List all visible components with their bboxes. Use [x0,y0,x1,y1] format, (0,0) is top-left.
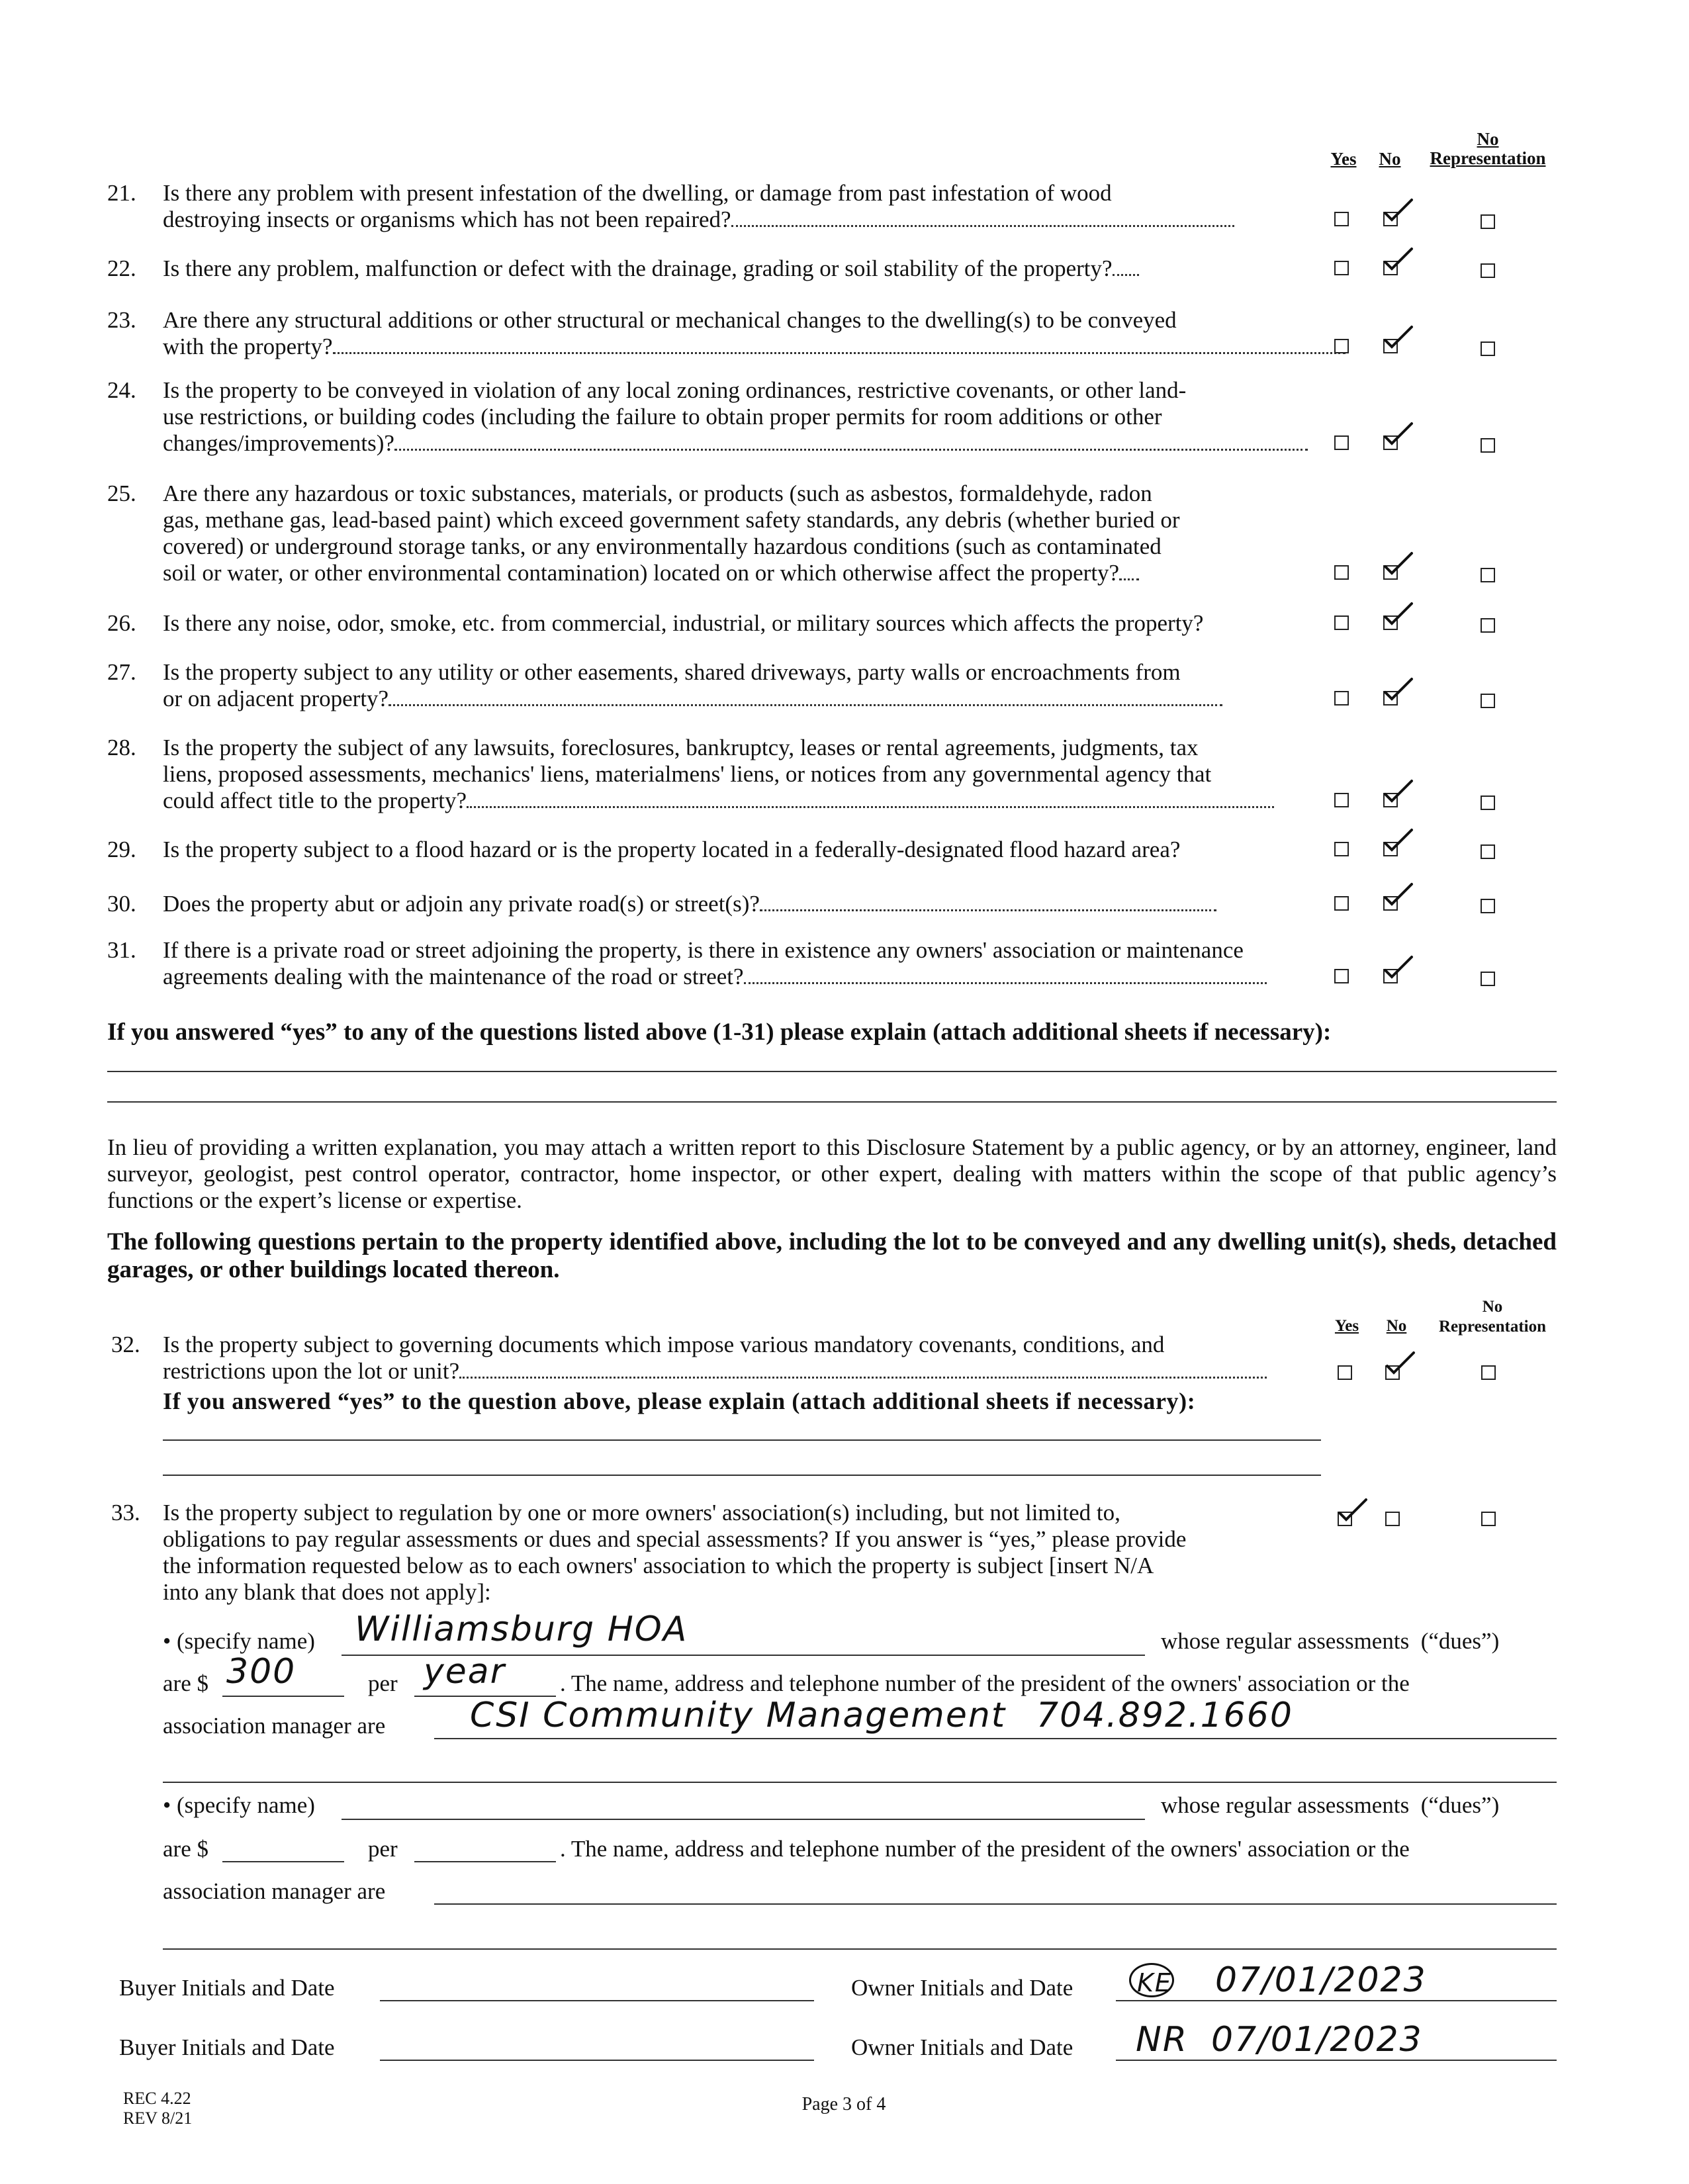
q29-yes-checkbox[interactable] [1334,842,1349,856]
header-no-representation: No Representation [1430,129,1546,168]
question-28 [107,735,1332,814]
following-heading: The following questions pertain to the property identified above, including the lot to be conveyed and any dwelling unit(s), sheds, detached garages, or other buildings located thereon. [107,1228,1557,1283]
q32-no-check-mark-icon [1385,1350,1416,1377]
question-number: 24. [107,377,136,403]
question-number: 27. [107,659,136,685]
assoc1-manager-label: association manager are [163,1713,386,1739]
q30-check-mark-icon [1383,882,1414,908]
question-text-line-2: destroying insects or organisms which has not been repaired? [163,206,1234,233]
q29-norep-checkbox[interactable] [1481,844,1495,859]
question-text-line-2: obligations to pay regular assessments or dues and special assessments? If you answer is “yes,” please provide [163,1526,1187,1552]
assoc2-extra-line[interactable] [163,1948,1557,1950]
question-26 [107,610,1332,637]
assoc2-per-label: per [368,1836,398,1862]
question-number: 21. [107,180,136,206]
q23-yes-checkbox[interactable] [1334,339,1349,353]
assoc1-per-label: per [368,1670,398,1696]
assoc1-are-label: are $ [163,1670,208,1696]
question-24 [107,377,1332,457]
question-number: 23. [107,307,136,333]
assoc2-manager-label: association manager are [163,1878,386,1904]
footer-rec: REC 4.22 [123,2089,191,2108]
question-text-line-1: Is there any noise, odor, smoke, etc. from commercial, industrial, or military sources which affects the property? [163,610,1204,636]
question-number: 31. [107,937,136,963]
explain-heading: If you answered “yes” to any of the questions listed above (1-31) please explain (attach additional sheets if necessary): [107,1019,1332,1046]
question-text-line-1: Does the property abut or adjoin any private road(s) or street(s)? [163,891,1216,917]
question-32 [111,1332,1322,1385]
q28-norep-checkbox[interactable] [1481,796,1495,810]
q24-norep-checkbox[interactable] [1481,438,1495,453]
q27-yes-checkbox[interactable] [1334,691,1349,705]
q32-explain-heading: If you answered “yes” to the question above, please explain (attach additional sheets if necessary): [163,1388,1196,1414]
footer-page-number: Page 3 of 4 [801,2094,886,2115]
question-text-line-3: covered) or underground storage tanks, or any environmentally hazardous conditions (such as contaminated [163,533,1162,559]
header-yes: Yes [1330,149,1357,169]
assoc2-name-address-text: . The name, address and telephone number of the president of the owners' association or the [560,1836,1410,1862]
owner2-initials-handwritten: NR [1136,2020,1189,2060]
q31-check-mark-icon [1383,954,1414,981]
q32-explain-line-2[interactable] [163,1475,1321,1476]
q24-check-mark-icon [1383,421,1414,447]
question-text-line-1: Is the property subject to regulation by one or more owners' association(s) including, but not limited to, [163,1500,1120,1525]
q32-yes-checkbox[interactable] [1338,1365,1352,1380]
header-no-2: No [1386,1317,1407,1335]
question-text-line-3: could affect title to the property? [163,788,1274,814]
explain-line-1[interactable] [107,1071,1557,1072]
assoc1-amount-handwritten: 300 [226,1652,297,1692]
assoc2-specify-label: • (specify name) [163,1792,315,1818]
assoc2-amount-line[interactable] [222,1861,344,1862]
question-number: 33. [111,1500,140,1525]
assoc2-name-line[interactable] [342,1819,1145,1820]
question-text-line-2: with the property? [163,334,1346,360]
question-text-line-1: Is there any problem with present infestation of the dwelling, or damage from past infestation of wood [163,180,1112,206]
buyer-initials-label-1: Buyer Initials and Date [119,1975,335,2001]
q21-check-mark-icon [1383,197,1414,224]
assoc1-manager-handwritten: CSI Community Management [470,1696,1007,1735]
q31-norep-checkbox[interactable] [1481,972,1495,986]
assoc1-dues-label: whose regular assessments (“dues”) [1161,1628,1500,1654]
question-27 [107,659,1332,712]
assoc1-manager-line[interactable] [434,1738,1557,1739]
q25-norep-checkbox[interactable] [1481,568,1495,582]
q32-norep-checkbox[interactable] [1481,1365,1496,1380]
q28-yes-checkbox[interactable] [1334,793,1349,807]
q33-no-checkbox[interactable] [1385,1512,1400,1526]
q27-norep-checkbox[interactable] [1481,694,1495,708]
owner-initials-line-1[interactable] [1116,2000,1557,2001]
question-text-line-1: Is there any problem, malfunction or defect with the drainage, grading or soil stability of the property? [163,255,1139,282]
question-text-line-1: Is the property the subject of any lawsuits, foreclosures, bankruptcy, leases or rental agreements, judgments, tax [163,735,1199,760]
assoc1-extra-line[interactable] [163,1782,1557,1783]
owner-initials-line-2[interactable] [1116,2060,1557,2061]
q25-yes-checkbox[interactable] [1334,565,1349,580]
question-29 [107,837,1332,863]
question-number: 32. [111,1332,140,1357]
q30-yes-checkbox[interactable] [1334,896,1349,911]
owner-initials-label-1: Owner Initials and Date [851,1975,1073,2001]
question-25 [107,480,1332,586]
assoc1-specify-label: • (specify name) [163,1628,315,1654]
q22-yes-checkbox[interactable] [1334,261,1349,275]
assoc1-name-handwritten: Williamsburg HOA [355,1610,688,1649]
question-22 [107,255,1332,282]
q26-check-mark-icon [1383,601,1414,627]
assoc2-manager-line[interactable] [434,1903,1557,1905]
question-text-line-2: agreements dealing with the maintenance of the road or street? [163,964,1267,990]
assoc2-period-line[interactable] [414,1861,556,1862]
assoc1-amount-line[interactable] [222,1696,344,1697]
explain-line-2[interactable] [107,1101,1557,1103]
header-no-representation-2: No Representation [1438,1298,1547,1336]
q24-yes-checkbox[interactable] [1334,435,1349,450]
q23-check-mark-icon [1383,324,1414,351]
q26-yes-checkbox[interactable] [1334,615,1349,630]
question-text-line-3: changes/improvements)? [163,430,1308,457]
lieu-paragraph: In lieu of providing a written explanation, you may attach a written report to this Disclosure Statement by a public agency, or by an attorney, engineer, land surveyor, geologist, pest control operator, contractor, home inspector, or other expert, dealing with matters within the scope of that public agency’s functions or the expert’s license or expertise. [107,1134,1557,1213]
question-text-line-1: Is the property subject to any utility or other easements, shared driveways, party walls or encroachments from [163,659,1181,685]
header-no: No [1379,149,1401,169]
q27-check-mark-icon [1383,676,1414,703]
q29-check-mark-icon [1383,827,1414,854]
question-number: 26. [107,610,136,636]
owner-initials-label-2: Owner Initials and Date [851,2034,1073,2060]
question-text-line-2: gas, methane gas, lead-based paint) which exceed government safety standards, any debris (whether buried or [163,507,1180,533]
assoc1-period-handwritten: year [424,1652,506,1692]
assoc2-are-label: are $ [163,1836,208,1862]
buyer-initials-label-2: Buyer Initials and Date [119,2034,335,2060]
owner1-initials-handwritten: KE [1137,1968,1172,1997]
question-33 [111,1500,1322,1606]
question-text-line-4: into any blank that does not apply]: [163,1579,491,1605]
question-text-line-1: Are there any hazardous or toxic substances, materials, or products (such as asbestos, formaldehyde, radon [163,480,1152,506]
owner2-date-handwritten: 07/01/2023 [1211,2020,1423,2060]
question-text-line-2: or on adjacent property? [163,686,1222,712]
q22-check-mark-icon [1383,246,1414,273]
question-text-line-2: use restrictions, or building codes (including the failure to obtain proper permits for room additions or other [163,404,1162,430]
buyer-initials-line-1[interactable] [380,2000,814,2001]
footer-rev: REV 8/21 [123,2109,193,2128]
question-text-line-1: If there is a private road or street adjoining the property, is there in existence any owners' association or maintenance [163,937,1244,963]
q25-check-mark-icon [1383,551,1414,577]
question-31 [107,937,1332,990]
question-text-line-1: Is the property to be conveyed in violation of any local zoning ordinances, restrictive covenants, or other land- [163,377,1187,403]
assoc2-dues-label: whose regular assessments (“dues”) [1161,1792,1500,1818]
question-30 [107,891,1332,917]
question-text-line-3: the information requested below as to each owners' association to which the property is subject [insert N/A [163,1553,1154,1578]
question-text-line-4: soil or water, or other environmental contamination) located on or which otherwise affect the property? [163,560,1139,586]
q33-yes-check-mark-icon [1337,1497,1369,1524]
question-text-line-2: liens, proposed assessments, mechanics' liens, materialmens' liens, or notices from any governmental agency that [163,761,1212,787]
header-yes-2: Yes [1334,1317,1359,1335]
q33-norep-checkbox[interactable] [1481,1512,1496,1526]
question-number: 28. [107,735,136,760]
q30-norep-checkbox[interactable] [1481,899,1495,913]
assoc1-name-address-text: . The name, address and telephone number of the president of the owners' association or the [560,1670,1410,1696]
question-number: 29. [107,837,136,862]
question-text-line-1: Is the property subject to governing documents which impose various mandatory covenants, conditions, and [163,1332,1165,1357]
q21-yes-checkbox[interactable] [1334,212,1349,226]
question-text-line-1: Is the property subject to a flood hazard or is the property located in a federally-designated flood hazard area? [163,837,1181,862]
question-number: 25. [107,480,136,506]
question-number: 22. [107,255,136,281]
q26-norep-checkbox[interactable] [1481,618,1495,633]
q21-norep-checkbox[interactable] [1481,214,1495,229]
q22-norep-checkbox[interactable] [1481,263,1495,278]
assoc1-phone-handwritten: 704.892.1660 [1036,1696,1293,1735]
buyer-initials-line-2[interactable] [380,2060,814,2061]
q23-norep-checkbox[interactable] [1481,341,1495,356]
q32-explain-line-1[interactable] [163,1439,1321,1441]
question-number: 30. [107,891,136,917]
question-text-line-2: restrictions upon the lot or unit? [163,1358,1267,1385]
question-21 [107,180,1332,233]
owner1-date-handwritten: 07/01/2023 [1215,1960,1427,2000]
question-text-line-1: Are there any structural additions or other structural or mechanical changes to the dwelling(s) to be conveyed [163,307,1177,333]
q28-check-mark-icon [1383,778,1414,805]
q31-yes-checkbox[interactable] [1334,969,1349,983]
question-23 [107,307,1332,360]
